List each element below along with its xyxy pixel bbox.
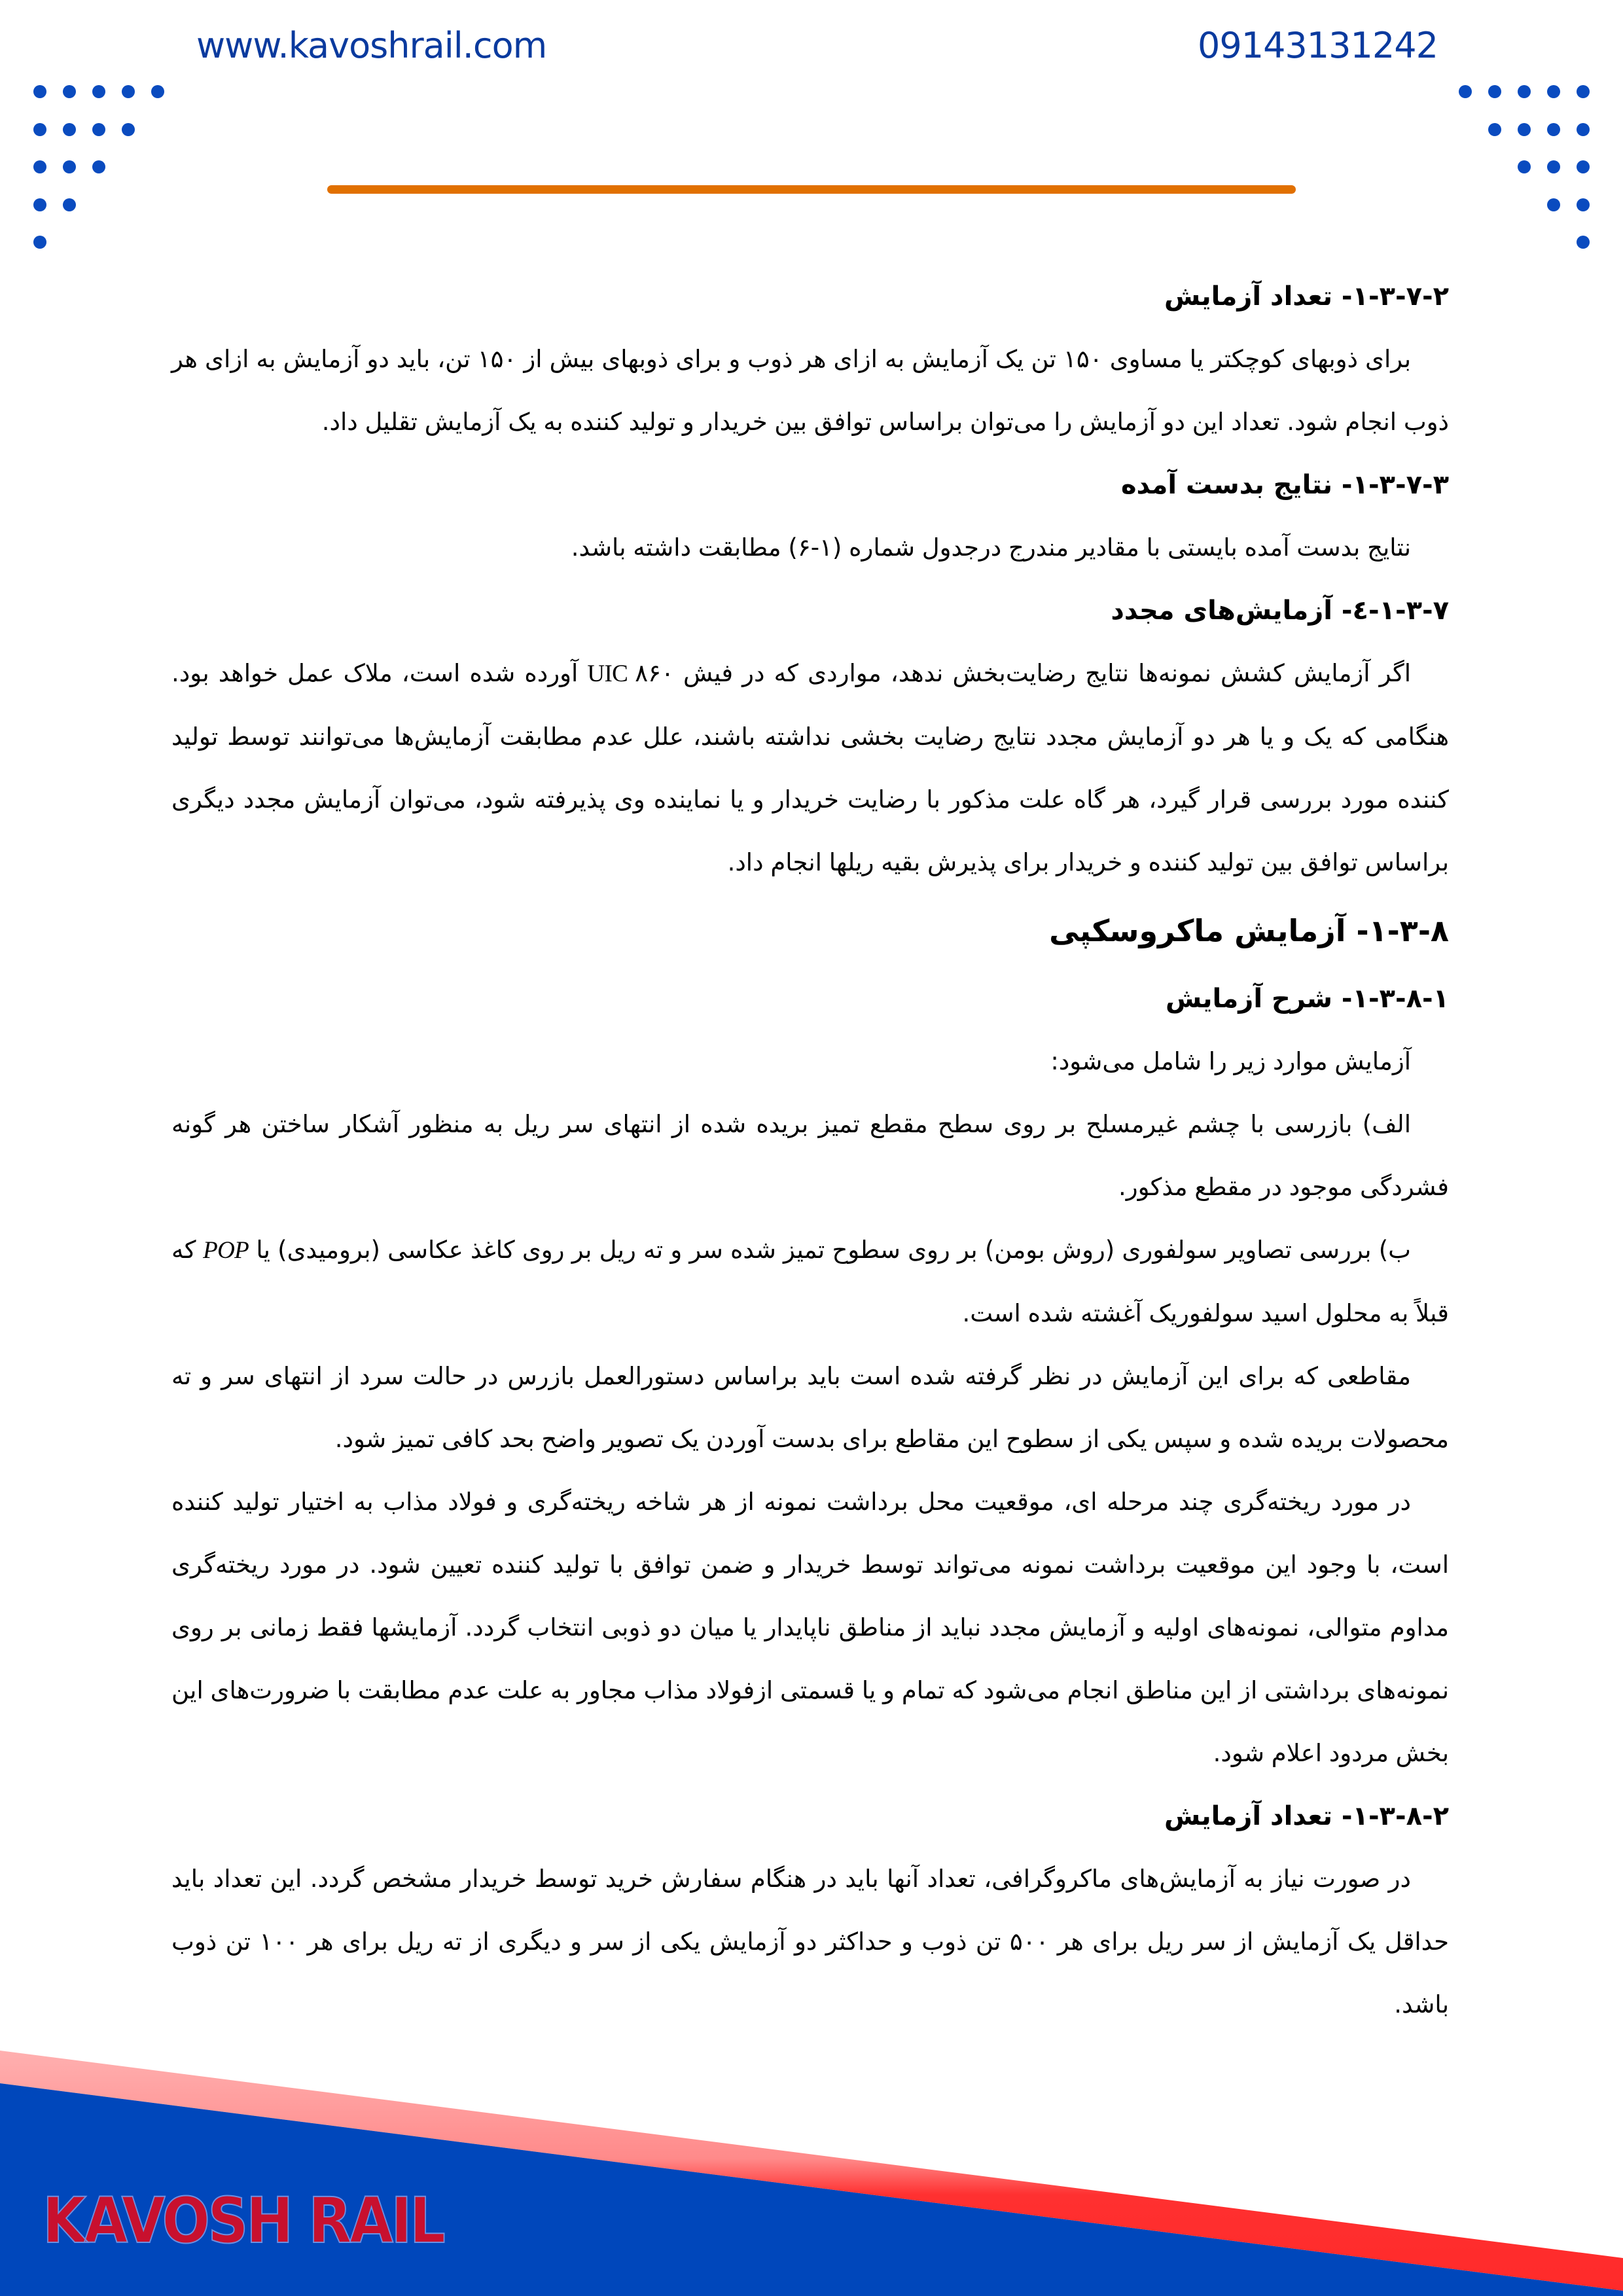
dot-icon bbox=[33, 198, 46, 211]
heading-1-3-8-2: ۱-۳-۸-۲- تعداد آزمایش bbox=[1164, 1801, 1449, 1831]
dot-icon bbox=[1577, 85, 1590, 98]
dot-icon bbox=[92, 123, 105, 136]
dot-icon bbox=[63, 198, 76, 211]
heading-1-3-7-2: ۱-۳-۷-۲- تعداد آزمایش bbox=[1164, 281, 1449, 312]
dot-icon bbox=[1518, 123, 1531, 136]
item-b-text-1: ب) بررسی تصاویر سولفوری (روش بومن) بر روی سطوح تمیز شده سر و ته ریل بر روی کاغذ عکاسی (برومیدی) یا bbox=[249, 1236, 1411, 1264]
dot-icon bbox=[1547, 160, 1560, 173]
dot-icon bbox=[63, 123, 76, 136]
dot-icon bbox=[1577, 198, 1590, 211]
header-divider bbox=[327, 185, 1296, 194]
retests-text-2: آورده شده است، ملاک عمل خواهد بود. هنگامی که یک و یا هر دو آزمایش مجدد نتایج رضایت بخشی نداشته باشند، علل عدم مطابقت آزمایش‌ها می‌توانند توسط تولید کننده مورد بررسی قرار گیرد، هر گاه علت مذکور با رضایت خریدار و یا نماینده وی پذیرفته شود، می‌توان آزمایش مجدد دیگری براساس توافق بین تولید کننده و خریدار برای پذیرش بقیه ریلها انجام داد. bbox=[171, 659, 1449, 876]
list-item-b bbox=[171, 1219, 1449, 1345]
dot-icon bbox=[1488, 85, 1501, 98]
dot-icon bbox=[92, 160, 105, 173]
dot-icon bbox=[63, 85, 76, 98]
dot-icon bbox=[151, 85, 164, 98]
paragraph-intro: آزمایش موارد زیر را شامل می‌شود: bbox=[1050, 1047, 1411, 1075]
paragraph-results: نتایج بدست آمده بایستی با مقادیر مندرج درجدول شماره (۱-۶) مطابقت داشته باشد. bbox=[571, 533, 1411, 562]
dot-icon bbox=[33, 123, 46, 136]
heading-1-3-8: ۱-۳-۸- آزمایش ماکروسکپی bbox=[1049, 913, 1449, 948]
dot-icon bbox=[33, 85, 46, 98]
footer-band bbox=[0, 2029, 1623, 2296]
dot-icon bbox=[1518, 160, 1531, 173]
dot-icon bbox=[92, 85, 105, 98]
heading-1-3-7-3: ۱-۳-۷-۳- نتایج بدست آمده bbox=[1120, 470, 1449, 500]
dot-icon bbox=[1547, 123, 1560, 136]
paragraph-casting: در مورد ریخته‌گری چند مرحله ای، موقعیت محل برداشت نمونه از هر شاخه ریخته‌گری و فولاد مذاب به اختیار تولید کننده است، با وجود این موقعیت برداشت نمونه می‌تواند توسط خریدار و ضمن توافق با تولید کننده تعیین شود. در مورد ریخته‌گری مداوم متوالی، نمونه‌های اولیه و آزمایش مجدد نباید از مناطق ناپایدار یا میان دو ذوبی انتخاب گردد. آزمایشها فقط زمانی بر روی نمونه‌های برداشتی از این مناطق انجام می‌شود که تمام و یا قسمتی ازفولاد مذاب مجاور به علت عدم مطابقت با ضرورت‌های این بخش مردود اعلام شود. bbox=[171, 1488, 1449, 1767]
list-item-a: الف) بازرسی با چشم غیرمسلح بر روی سطح مقطع تمیز بریده شده از انتهای سر ریل به منظور آشکار ساختن هر گونه فشردگی موجود در مقطع مذکور. bbox=[171, 1110, 1449, 1201]
dot-icon bbox=[1518, 85, 1531, 98]
brand-logo: KAVOSH RAIL bbox=[43, 2184, 444, 2257]
pop-code: POP bbox=[203, 1237, 249, 1264]
dot-icon bbox=[33, 160, 46, 173]
heading-1-3-8-1: ۱-۳-۸-۱- شرح آزمایش bbox=[1165, 984, 1449, 1014]
dot-icon bbox=[122, 123, 135, 136]
paragraph-macro-count: در صورت نیاز به آزمایش‌های ماکروگرافی، تعداد آنها باید در هنگام سفارش خرید توسط خریدار مشخص گردد. این تعداد باید حداقل یک آزمایش از سر ریل برای هر ۵۰۰ تن ذوب و حداکثر دو آزمایش یکی از سر و دیگری از ته ریل برای هر ۱۰۰ تن ذوب باشد. bbox=[171, 1865, 1449, 2018]
dot-icon bbox=[63, 160, 76, 173]
paragraph-retests bbox=[171, 642, 1449, 894]
paragraph-test-count: برای ذوبهای کوچکتر یا مساوی ۱۵۰ تن یک آزمایش به ازای هر ذوب و برای ذوبهای بیش از ۱۵۰ تن، باید دو آزمایش به ازای هر ذوب انجام شود. تعداد این دو آزمایش را می‌توان براساس توافق بین خریدار و تولید کننده به یک آزمایش تقلیل داد. bbox=[171, 345, 1449, 436]
dot-icon bbox=[1577, 123, 1590, 136]
dot-icon bbox=[1547, 85, 1560, 98]
uic-code: UIC ۸۶۰ bbox=[587, 660, 674, 687]
dot-icon bbox=[1488, 123, 1501, 136]
item-b-text-2: که قبلاً به محلول اسید سولفوریک آغشته شده است. bbox=[171, 1236, 1449, 1327]
dot-icon bbox=[122, 85, 135, 98]
heading-1-3-7-4: ۱-۳-۷-٤- آزمایش‌های مجدد bbox=[1111, 596, 1449, 626]
phone-number: 09143131242 bbox=[1198, 25, 1438, 66]
paragraph-sections: مقاطعی که برای این آزمایش در نظر گرفته شده است باید براساس دستورالعمل بازرس در حالت سرد از انتهای سر و ته محصولات بریده شده و سپس یکی از سطوح این مقاطع برای بدست آوردن یک تصویر واضح بحد کافی تمیز شود. bbox=[171, 1362, 1449, 1453]
retests-text-1: اگر آزمایش کشش نمونه‌ها نتایج رضایت‌بخش ندهد، مواردی که در فیش bbox=[673, 659, 1411, 687]
dot-icon bbox=[1577, 236, 1590, 249]
dot-icon bbox=[1459, 85, 1472, 98]
website-link[interactable]: www.kavoshrail.com bbox=[196, 25, 547, 66]
dot-icon bbox=[1547, 198, 1560, 211]
dot-icon bbox=[33, 236, 46, 249]
document-body bbox=[171, 265, 1449, 2036]
dot-icon bbox=[1577, 160, 1590, 173]
